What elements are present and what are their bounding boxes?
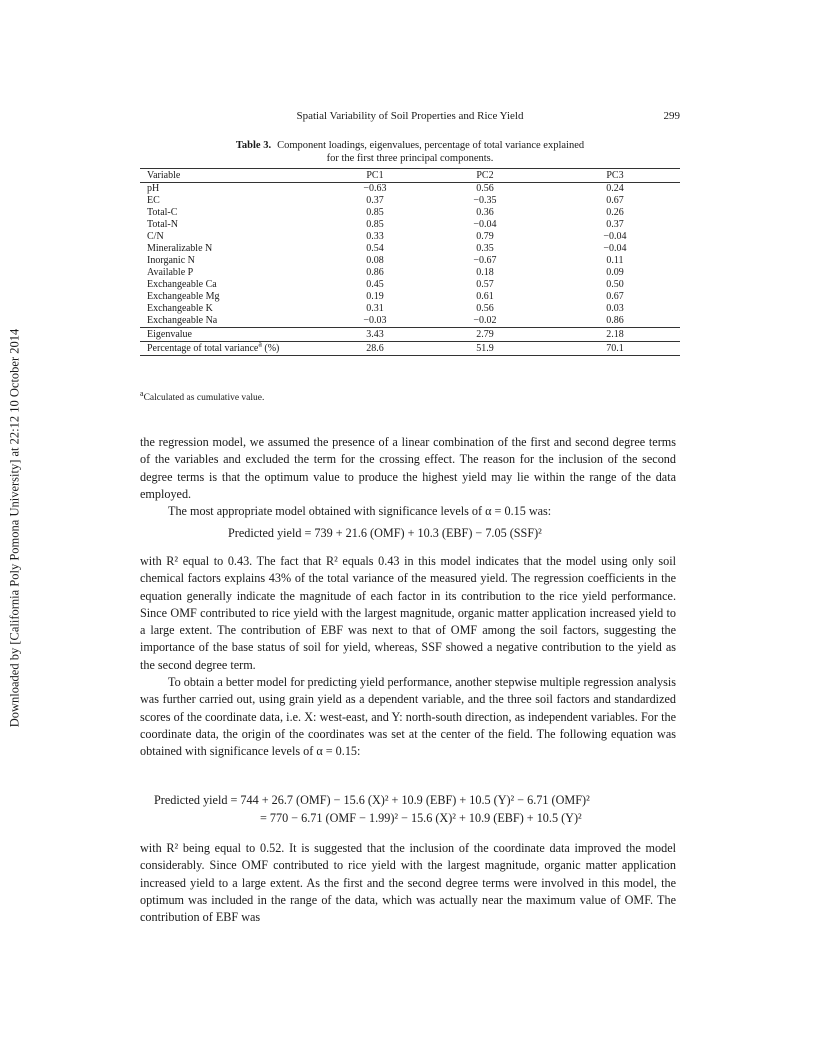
table-row bbox=[140, 207, 680, 219]
table-cell: Available P bbox=[147, 267, 194, 278]
table-cell: Exchangeable Mg bbox=[147, 291, 220, 302]
variance-row bbox=[140, 342, 680, 356]
table-row bbox=[140, 291, 680, 303]
caption-line-1: Component loadings, eigenvalues, percentage of total variance explained bbox=[277, 140, 585, 151]
table-cell: Inorganic N bbox=[147, 255, 195, 266]
table-cell: Exchangeable Ca bbox=[147, 279, 217, 290]
table-cell: 0.67 bbox=[606, 195, 624, 206]
table-row bbox=[140, 255, 680, 267]
pct-footnote-mark: a bbox=[258, 339, 262, 349]
table-row bbox=[140, 219, 680, 231]
table-cell: 0.50 bbox=[606, 279, 624, 290]
table-cell: Eigenvalue bbox=[140, 328, 330, 342]
table-row bbox=[140, 303, 680, 315]
table-cell: 0.09 bbox=[606, 267, 624, 278]
table-row bbox=[140, 267, 680, 279]
table-cell: −0.35 bbox=[473, 195, 497, 206]
paragraph-text: with R² being equal to 0.52. It is suggested that the inclusion of the coordinate data improved the model considerably. Since OMF contributed to rice yield with the largest magnitude, organic matter application increased yield to a large extent. As the first and the second degree terms were involved in this model, the optimum was included in the range of the data, which was actually near the maximum value of OMF. The contribution of EBF was bbox=[140, 841, 676, 925]
table-cell: −0.67 bbox=[473, 255, 497, 266]
download-watermark bbox=[0, 0, 30, 1056]
table-cell: 0.56 bbox=[476, 183, 494, 194]
table-cell: 0.45 bbox=[366, 279, 384, 290]
col-header: PC3 bbox=[550, 169, 680, 183]
eigenvalue-row bbox=[140, 328, 680, 342]
col-header: PC2 bbox=[420, 169, 550, 183]
loadings-table bbox=[140, 168, 680, 356]
table-cell: 0.35 bbox=[476, 243, 494, 254]
table-cell: pH bbox=[147, 183, 160, 194]
table-cell: 70.1 bbox=[550, 342, 680, 356]
table-label: Table 3. bbox=[235, 140, 272, 151]
table-header-row bbox=[140, 169, 680, 183]
table-cell: 0.31 bbox=[366, 303, 384, 314]
table-cell: −0.04 bbox=[603, 243, 627, 254]
table-cell: 0.24 bbox=[606, 183, 624, 194]
table-cell: 0.85 bbox=[366, 207, 384, 218]
table-cell: Mineralizable N bbox=[147, 243, 213, 254]
table-row bbox=[140, 279, 680, 291]
paragraph-text: with R² equal to 0.43. The fact that R² equals 0.43 in this model indicates that the model using only soil chemical factors explains 43% of the total variance of the measured yield. The regression coefficients in the equation generally indicate the magnitude of each factor in its contribution to the rice yield performance. Since OMF contributed to rice yield with the largest magnitude, organic matter application increased yield to a large extent. The contribution of EBF was next to that of OMF among the soil factors, suggesting the importance of the base status of soil for yield, whereas, SSF showed a negative contribution to the yield as the second degree term. bbox=[140, 554, 676, 672]
table-cell: 0.08 bbox=[366, 255, 384, 266]
table-cell: −0.04 bbox=[603, 231, 627, 242]
table-cell bbox=[140, 339, 330, 356]
pct-label: Percentage of total variance bbox=[147, 343, 259, 354]
table-cell: 0.37 bbox=[606, 219, 624, 230]
table-cell: 0.67 bbox=[606, 291, 624, 302]
table-cell: 3.43 bbox=[330, 328, 420, 342]
table-cell: 0.56 bbox=[476, 303, 494, 314]
table-cell: Total-C bbox=[147, 207, 178, 218]
table-cell: −0.03 bbox=[363, 315, 387, 326]
caption-line-2: for the first three principal components. bbox=[326, 153, 494, 164]
table-cell: 2.18 bbox=[550, 328, 680, 342]
table-cell: 0.79 bbox=[476, 231, 494, 242]
table-cell: 0.26 bbox=[606, 207, 624, 218]
table-row bbox=[140, 231, 680, 243]
table-cell: 0.36 bbox=[476, 207, 494, 218]
table-cell: 0.19 bbox=[366, 291, 384, 302]
table-cell: 0.57 bbox=[476, 279, 494, 290]
table-cell: 2.79 bbox=[420, 328, 550, 342]
running-header bbox=[140, 110, 680, 126]
download-note: Downloaded by [California Poly Pomona University] at 22:12 10 October 2014 bbox=[7, 328, 22, 728]
table-cell: Exchangeable Na bbox=[147, 315, 218, 326]
col-header: Variable bbox=[140, 169, 330, 183]
footnote-text: Calculated as cumulative value. bbox=[143, 393, 265, 403]
table-cell: 0.11 bbox=[606, 255, 624, 266]
paragraph-text: the regression model, we assumed the presence of a linear combination of the first and second degree terms of the variables and excluded the term for the crossing effect. The reason for the inclusion of the second degree terms is that the optimum value to produce the highest yield may lie within the range of the data employed. bbox=[140, 435, 676, 501]
paragraph-2 bbox=[140, 553, 676, 761]
table-body bbox=[140, 183, 680, 328]
paragraph-3 bbox=[140, 840, 676, 926]
table-cell: 0.03 bbox=[606, 303, 624, 314]
pct-unit: (%) bbox=[261, 343, 280, 354]
running-title: Spatial Variability of Soil Properties and Rice Yield bbox=[296, 110, 524, 122]
table-row bbox=[140, 183, 680, 196]
paragraph-text: The most appropriate model obtained with significance levels of α = 0.15 was: bbox=[168, 504, 552, 519]
page-number: 299 bbox=[663, 110, 680, 122]
table-cell: 0.18 bbox=[476, 267, 494, 278]
table-cell: 51.9 bbox=[420, 342, 550, 356]
table-row bbox=[140, 195, 680, 207]
table-cell: 0.37 bbox=[366, 195, 384, 206]
table-cell: −0.63 bbox=[363, 183, 387, 194]
table-cell: Exchangeable K bbox=[147, 303, 213, 314]
table-cell: −0.02 bbox=[473, 315, 497, 326]
table-cell: EC bbox=[147, 195, 160, 206]
table-row bbox=[140, 315, 680, 328]
paragraph-1 bbox=[140, 434, 676, 520]
paragraph-text: To obtain a better model for predicting yield performance, another stepwise multiple regression analysis was further carried out, using grain yield as a dependent variable, and the three soil factors and standardized scores of the coordinate data, i.e. X: west-east, and Y: north-south direction, as independent variables. For the coordinate data, the origin of the coordinates was set at the center of the field. The following equation was obtained with significance levels of α = 0.15: bbox=[140, 675, 676, 759]
table-row bbox=[140, 243, 680, 255]
table-cell: 0.86 bbox=[366, 267, 384, 278]
table-cell: −0.04 bbox=[473, 219, 497, 230]
table-cell: Total-N bbox=[147, 219, 178, 230]
table-cell: C/N bbox=[147, 231, 164, 242]
table-caption bbox=[140, 139, 680, 165]
equation-1: Predicted yield = 739 + 21.6 (OMF) + 10.3 (EBF) − 7.05 (SSF)² bbox=[228, 526, 542, 540]
table-cell: 0.85 bbox=[366, 219, 384, 230]
table-cell: 28.6 bbox=[330, 342, 420, 356]
equation-2-line-2: = 770 − 6.71 (OMF − 1.99)² − 15.6 (X)² + 10.9 (EBF) + 10.5 (Y)² bbox=[260, 811, 582, 825]
col-header: PC1 bbox=[330, 169, 420, 183]
table-cell: 0.33 bbox=[366, 231, 384, 242]
table-cell: 0.54 bbox=[366, 243, 384, 254]
table-footnote bbox=[140, 388, 265, 403]
table-cell: 0.86 bbox=[606, 315, 624, 326]
footnote-mark: a bbox=[140, 388, 144, 398]
equation-2-line-1: Predicted yield = 744 + 26.7 (OMF) − 15.6 (X)² + 10.9 (EBF) + 10.5 (Y)² − 6.71 (OMF)² bbox=[154, 793, 590, 807]
table-cell: 0.61 bbox=[476, 291, 494, 302]
